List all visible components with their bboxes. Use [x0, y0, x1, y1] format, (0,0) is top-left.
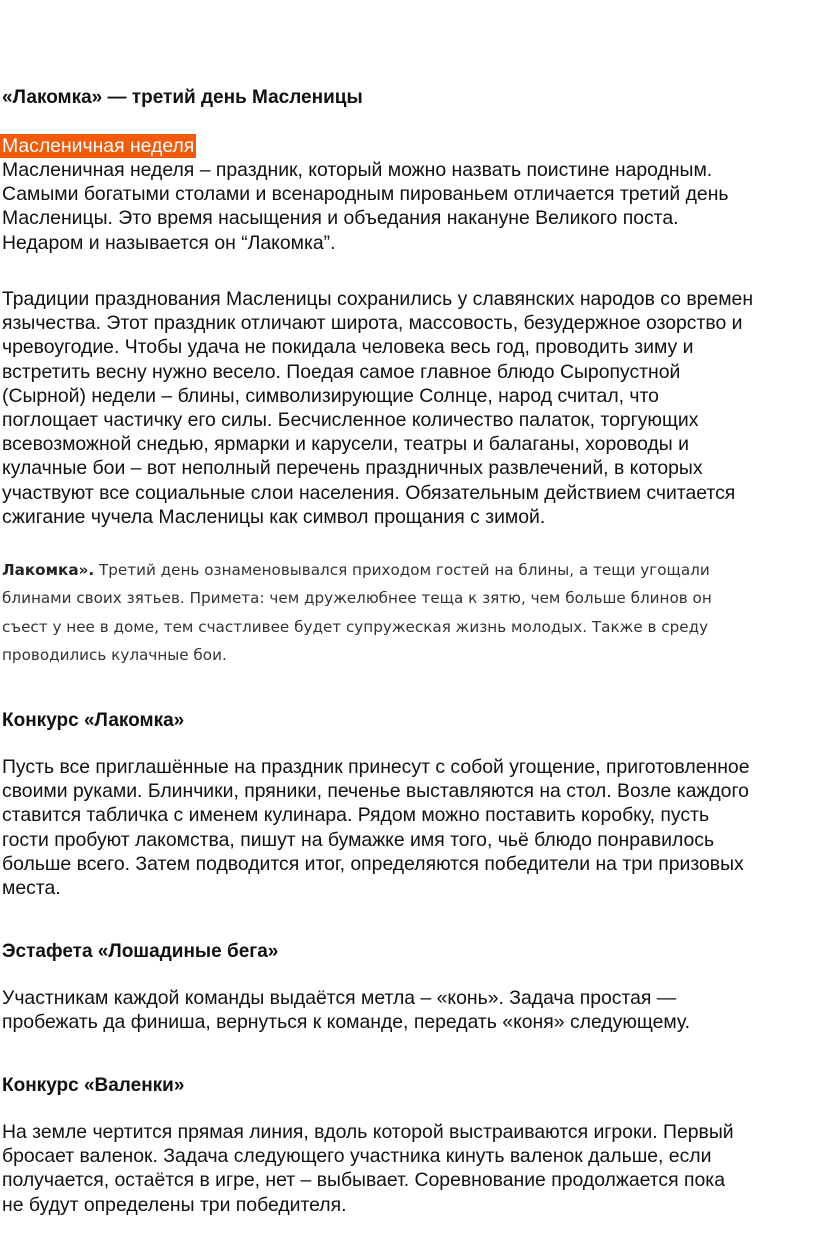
section-heading-contest-lakomka: Конкурс «Лакомка»: [2, 710, 185, 731]
text-line: сжигание чучела Масленицы как символ прощания с зимой.: [2, 505, 546, 528]
text-line: места.: [2, 877, 61, 900]
text-line: поглощает частичку его силы. Бесчисленное количество палаток, торгующих: [2, 409, 699, 432]
text-line: Масленицы. Это время насыщения и объедания накануне Великого поста.: [2, 207, 679, 230]
text-line: своими руками. Блинчики, пряники, печенье выставляются на стол. Возле каждого: [2, 780, 749, 803]
text-line: Пусть все приглашённые на праздник принесут с собой угощение, приготовленное: [2, 756, 750, 778]
text-line: всевозможной снедью, ярмарки и карусели, театры и балаганы, хороводы и: [2, 433, 689, 456]
text-line: встретить весну нужно весело. Поедая самое главное блюдо Сыропустной: [2, 360, 681, 383]
text-line: Традиции празднования Масленицы сохранились у славянских народов со времен: [2, 288, 754, 310]
text-line: проводились кулачные бои.: [2, 646, 227, 665]
text-line: больше всего. Затем подводится итог, определяются победители на три призовых: [2, 852, 744, 875]
text-line: Самыми богатыми столами и всенародным пированьем отличается третий день: [2, 183, 729, 206]
text-line: участвуют все социальные слои населения. Обязательным действием считается: [2, 481, 736, 504]
text-line: язычества. Этот праздник отличают широта, массовость, безудержное озорство и: [2, 312, 743, 335]
highlighted-section-label: Масленичная неделя: [2, 135, 195, 157]
text-line: чревоугодие. Чтобы удача не покидала человека весь год, проводить зиму и: [2, 336, 694, 359]
lakomka-note: [2, 556, 816, 670]
text-line: На земле чертится прямая линия, вдоль которой выстраиваются игроки. Первый: [2, 1121, 734, 1143]
contest-lakomka-paragraph: [2, 755, 816, 900]
traditions-paragraph: [2, 287, 816, 529]
text-line: получается, остаётся в игре, нет – выбывает. Соревнование продолжается пока: [2, 1169, 725, 1192]
text-line: [2, 556, 816, 584]
text-line: Недаром и называется он “Лакомка”.: [2, 231, 336, 254]
text-line: пробежать да финиша, вернуться к команде, передать «коня» следующему.: [2, 1011, 691, 1034]
lakomka-note-first-line: Третий день ознаменовывался приходом гостей на блины, а тещи угощали: [94, 561, 710, 579]
text-line: ставится табличка с именем кулинара. Рядом можно поставить коробку, пусть: [2, 804, 710, 827]
section-heading-relay-horses: Эстафета «Лошадиные бега»: [2, 941, 279, 962]
section-heading-contest-valenki: Конкурс «Валенки»: [2, 1075, 185, 1096]
contest-valenki-paragraph: [2, 1120, 816, 1217]
text-line: блинами своих зятьев. Примета: чем дружелюбнее теща к зятю, чем больше блинов он: [2, 589, 712, 608]
page-title: «Лакомка» — третий день Масленицы: [2, 87, 363, 108]
text-line: Участникам каждой команды выдаётся метла – «конь». Задача простая —: [2, 987, 677, 1009]
text-line: бросает валенок. Задача следующего участника кинуть валенок дальше, если: [2, 1145, 712, 1168]
text-line: кулачные бои – вот неполный перечень праздничных развлечений, в которых: [2, 457, 703, 480]
text-line: (Сырной) недели – блины, символизирующие Солнце, народ считал, что: [2, 384, 659, 407]
lakomka-note-bold: Лакомка».: [2, 561, 95, 579]
text-line: Масленичная неделя – праздник, который можно назвать поистине народным.: [2, 159, 713, 181]
text-line: съест у нее в доме, тем счастливее будет супружеская жизнь молодых. Также в среду: [2, 617, 709, 636]
intro-paragraph: [2, 158, 816, 255]
text-line: не будут определены три победителя.: [2, 1193, 347, 1216]
text-line: гости пробуют лакомства, пишут на бумажке имя того, чьё блюдо понравилось: [2, 828, 715, 851]
relay-horses-paragraph: [2, 986, 816, 1034]
